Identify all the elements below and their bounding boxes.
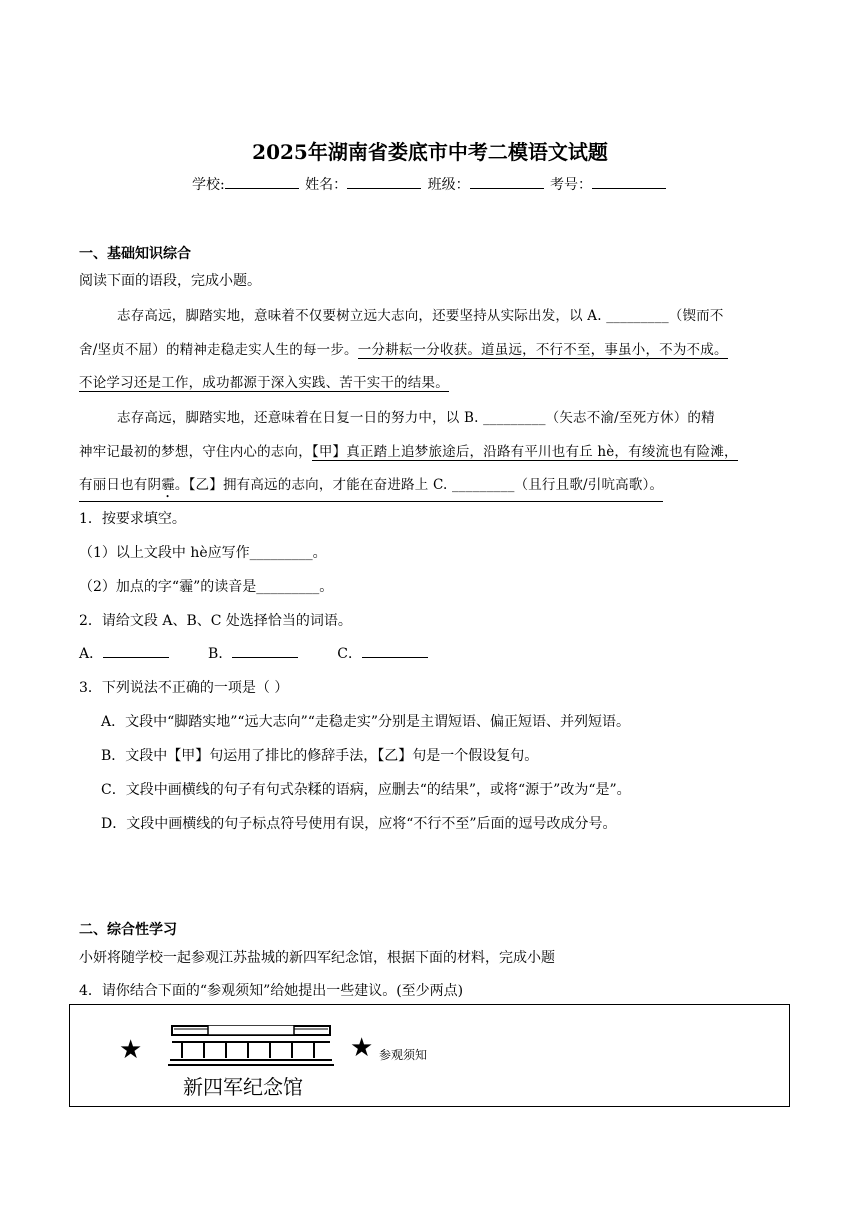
para2-line3-a: 有丽日也有阴 (79, 477, 162, 493)
question-1-2: （2）加点的字“霾”的读音是_________。 (79, 579, 334, 595)
star-icon: ★ (119, 1035, 143, 1065)
answer-c-label: C． (337, 646, 362, 662)
option-d[interactable]: D．文段中画横线的句子标点符号使用有误，应将“不行不至”后面的逗号改成分号。 (101, 816, 617, 832)
option-b[interactable]: B．文段中【甲】句运用了排比的修辞手法，【乙】句是一个假设复句。 (101, 748, 539, 764)
question-2-answers (79, 643, 428, 663)
dotted-character: 霾 (161, 477, 175, 493)
para2-jia-sentence: 【甲】真正踏上追梦旅途后，沿路有平川也有丘 hè，有绫流也有险滩， (311, 444, 738, 460)
memorial-building-icon (168, 1025, 334, 1067)
answer-a-field[interactable] (103, 643, 169, 658)
answer-b-label: B． (208, 646, 233, 662)
para2-line1: 志存高远，脚踏实地，还意味着在日复一日的努力中，以 B. _________（矢志不渝/至死方休）的精 (117, 410, 715, 426)
name-label: 姓名： (305, 177, 348, 193)
para1-line3: 不论学习还是工作，成功都源于深入实践、苦干实干的结果。 (79, 371, 449, 392)
page-title: 2025年湖南省娄底市中考二模语文试题 (252, 140, 608, 164)
para1-line2 (79, 338, 728, 358)
option-c[interactable]: C．文段中画横线的句子有句式杂糅的语病，应删去“的结果”，或将“源于”改为“是”。 (101, 782, 631, 798)
section2-intro: 小妍将随学校一起参观江苏盐城的新四军纪念馆，根据下面的材料，完成小题 (79, 950, 555, 966)
school-label: 学校: (191, 177, 225, 193)
question-3: 3．下列说法不正确的一项是（ ） (79, 680, 289, 696)
option-a[interactable]: A．文段中“脚踏实地”“远大志向”“走稳走实”分别是主谓短语、偏正短语、并列短语。 (101, 714, 631, 730)
question-4: 4．请你结合下面的“参观须知”给她提出一些建议。(至少两点) (79, 983, 464, 999)
section1-heading: 一、基础知识综合 (79, 246, 191, 262)
para2-line3 (79, 473, 663, 502)
para2-line2-a: 神牢记最初的梦想，守住内心的志向， (79, 444, 312, 460)
answer-c-field[interactable] (362, 643, 428, 658)
star-icon: ★ (350, 1033, 374, 1063)
para2-line2 (79, 440, 738, 460)
section1-intro: 阅读下面的语段，完成小题。 (79, 273, 261, 289)
name-field[interactable] (347, 174, 421, 189)
answer-a-label: A． (79, 646, 104, 662)
student-info-line (0, 174, 860, 194)
para1-underlined-sentence: 一分耕耘一分收获。道虽远，不行不至，事虽小，不为不成。 (357, 342, 728, 358)
para1-line1: 志存高远，脚踏实地，意味着不仅要树立远大志向，还要坚持从实际出发，以 A. _________（锲而不 (117, 308, 724, 324)
school-field[interactable] (225, 174, 299, 189)
section2-heading: 二、综合性学习 (79, 922, 177, 938)
para2-line3-b: 。【乙】拥有高远的志向，才能在奋进路上 C. _________（且行且歌/引吭高歌）。 (174, 477, 664, 493)
class-field[interactable] (470, 174, 544, 189)
question-2: 2．请给文段 A、B、C 处选择恰当的词语。 (79, 613, 352, 629)
notice-label: 参观须知 (379, 1048, 428, 1062)
para1-line2-a: 舍/坚贞不屈）的精神走稳走实人生的每一步。 (79, 342, 358, 358)
question-1-1: （1）以上文段中 hè应写作_________。 (79, 545, 327, 561)
answer-b-field[interactable] (232, 643, 298, 658)
exam-no-field[interactable] (592, 174, 666, 189)
material-box (69, 1004, 790, 1107)
question-1: 1．按要求填空。 (79, 511, 186, 527)
exam-no-label: 考号： (550, 177, 593, 193)
class-label: 班级： (427, 177, 470, 193)
museum-name: 新四军纪念馆 (183, 1075, 303, 1099)
